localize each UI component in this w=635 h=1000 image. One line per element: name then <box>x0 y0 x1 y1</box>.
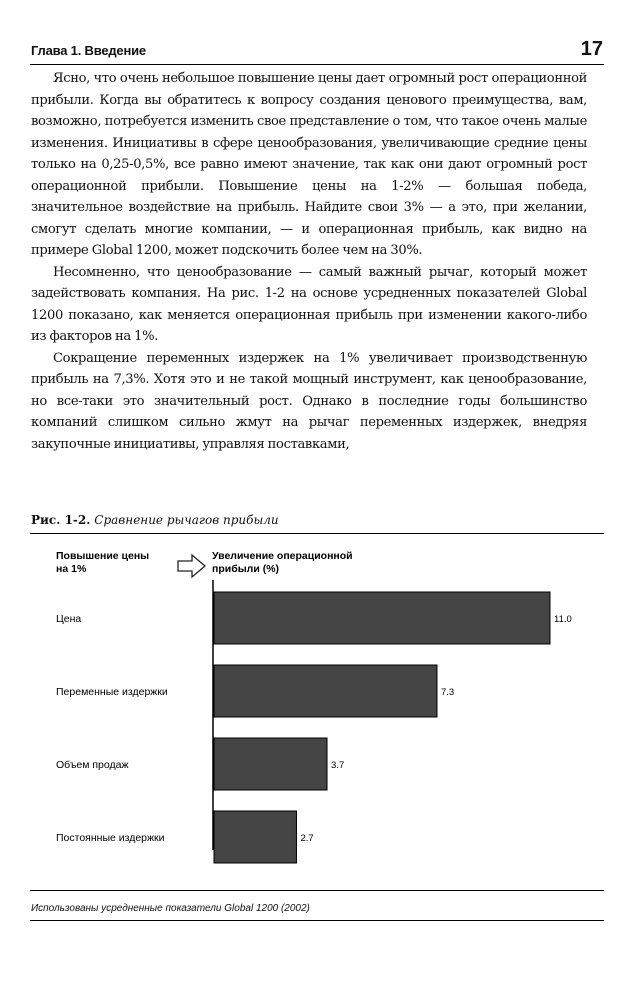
value-label: 7.3 <box>440 687 455 698</box>
figure-top-rule <box>30 533 604 534</box>
paragraph: Ясно, что очень небольшое повышение цены дает огромный рост операционной прибыли. Когда вы обратитесь к вопросу создания ценового преимущества, вам, возможно, потребуется изменить свое представление о том, что такое очень малые изменения. Инициативы в сфере ценообразования, увеличивающие средние цены только на 0,25-0,5%, все равно имеют значение, так как они дают огромный рост операционной прибыли. Повышение цены на 1-2% — большая победа, значительное воздействие на прибыль. Найдите свои 3% — а это, при желании, смогут сделать многие компании, — и операционная прибыль, как видно на примере Global 1200, может подскочить более чем на 30%. <box>31 71 587 258</box>
figure-label: Рис. 1-2. <box>31 513 91 527</box>
figure-mid-rule <box>30 890 604 891</box>
paragraph: Сокращение переменных издержек на 1% увеличивает производственную прибыль на 7,3%. Хотя это и не такой мощный инструмент, как ценообразование, но все-таки это значительный рост. Однако в последние годы большинство компаний слишком сильно жмут на рычаг переменных издержек, внедряя закупочные инициативы, управляя поставками, <box>31 350 587 452</box>
bar <box>214 665 437 717</box>
right-header-line1: Увеличение операционной <box>212 550 353 562</box>
bar <box>214 811 296 863</box>
profit-levers-chart <box>30 540 604 880</box>
right-header-line2: прибыли (%) <box>212 563 280 575</box>
category-label: Цена <box>56 613 82 625</box>
page-number: 17 <box>580 38 603 60</box>
outline-right-arrow-icon <box>178 555 205 577</box>
bar <box>214 592 550 644</box>
figure-title: Сравнение рычагов прибыли <box>94 513 279 527</box>
value-label: 2.7 <box>300 833 314 844</box>
value-label: 11.0 <box>554 614 572 625</box>
category-label: Постоянные издержки <box>56 832 165 844</box>
left-header-line1: Повышение цены <box>56 550 150 562</box>
figure-bottom-rule <box>30 920 604 921</box>
header-rule <box>30 64 604 65</box>
value-label: 3.7 <box>331 760 345 771</box>
source-note: Использованы усредненные показатели Global 1200 (2002) <box>31 903 310 914</box>
category-label: Объем продаж <box>56 759 129 771</box>
left-header-line2: на 1% <box>56 563 87 575</box>
figure-caption <box>31 513 279 527</box>
paragraph: Несомненно, что ценообразование — самый важный рычаг, который может задействовать компания. На рис. 1-2 на основе усредненных показателей Global 1200 показано, как меняется операционная прибыль при изменении какого-либо из факторов на 1%. <box>31 264 587 344</box>
running-head: Глава 1. Введение <box>31 43 146 58</box>
body-text <box>31 68 587 455</box>
bar <box>214 738 327 790</box>
category-label: Переменные издержки <box>56 686 168 698</box>
